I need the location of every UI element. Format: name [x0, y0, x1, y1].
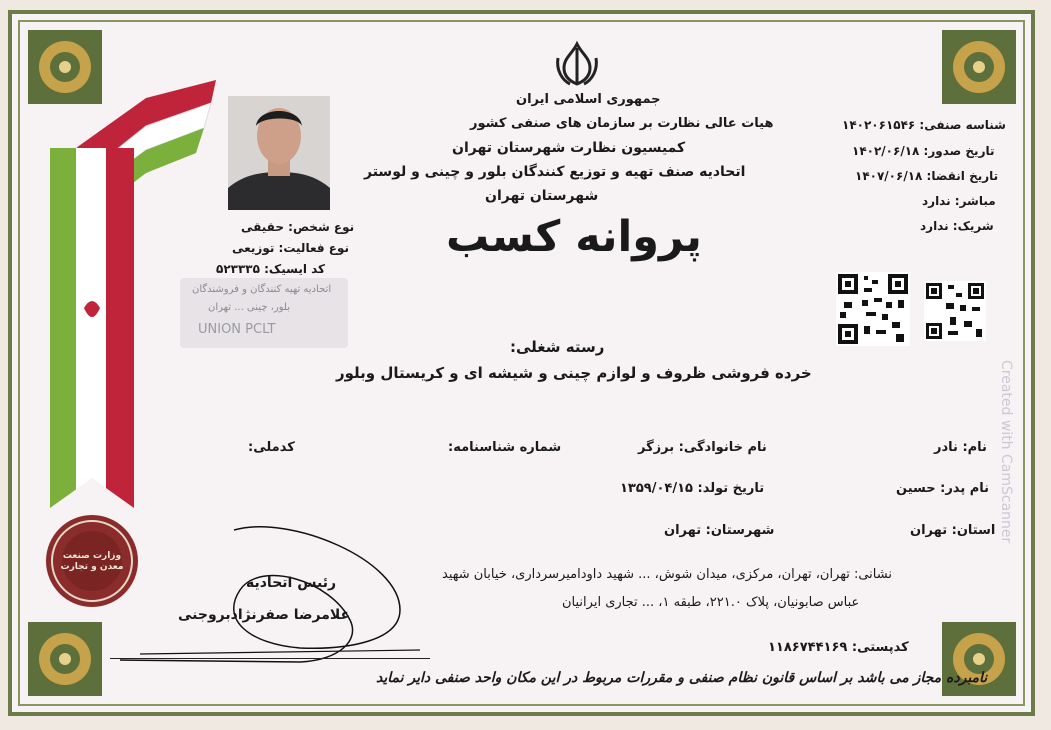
union-stamp	[180, 278, 348, 348]
occupation-value: خرده فروشی ظروف و لوازم چینی و شیشه ای و کریستال وبلور	[336, 364, 812, 382]
occupation-label: رسته شغلی:	[510, 338, 605, 356]
ornament-corner-top-right	[940, 28, 1018, 106]
qr-code-small-icon	[924, 281, 986, 345]
family-name: نام خانوادگی: برزگر	[638, 440, 767, 455]
republic-text: جمهوری اسلامی ایران	[516, 92, 661, 107]
id-number: شماره شناسنامه:	[448, 440, 562, 455]
signature-role: رئیس اتحادیه	[246, 575, 337, 591]
province: استان: تهران	[910, 523, 996, 538]
stamp-latin: UNION PCLT	[198, 322, 276, 337]
expiry-date: تاریخ انقضا: ۱۴۰۷/۰۶/۱۸	[855, 169, 999, 183]
county: شهرستان: تهران	[664, 523, 775, 538]
person-type: نوع شخص: حقیقی	[241, 220, 355, 234]
birth-date: تاریخ تولد: ۱۳۵۹/۰۴/۱۵	[620, 481, 765, 496]
partner-field: شریک: ندارد	[920, 219, 994, 233]
issue-date: تاریخ صدور: ۱۴۰۲/۰۶/۱۸	[852, 144, 995, 158]
ornament-corner-bottom-right	[940, 620, 1018, 698]
address-line2: عباس صابونیان، پلاک ۲۲۱.۰، طبقه ۱، ... تجاری ایرانیان	[562, 595, 860, 610]
stamp-line1: اتحادیه تهیه کنندگان و فروشندگان	[192, 284, 332, 295]
national-code: کدملی:	[248, 440, 295, 455]
footer-divider	[110, 658, 430, 659]
ornament-corner-bottom-left	[26, 620, 104, 698]
ministry-seal	[44, 513, 140, 613]
guild-id: شناسه صنفی: ۱۴۰۲۰۶۱۵۴۶	[842, 118, 1006, 132]
footer-text: نامبرده مجاز می باشد بر اساس قانون نظام صنفی و مقررات مربوط در این مکان واحد صنفی دایر نماید	[376, 670, 988, 686]
union-text: اتحادیه صنف تهیه و توزیع کنندگان بلور و چینی و لوستر	[364, 164, 746, 180]
applicant-photo	[228, 96, 330, 210]
qr-code-icon	[836, 272, 910, 350]
page-title: پروانه کسب	[446, 212, 702, 262]
camscanner-watermark: Created with CamScanner	[998, 360, 1014, 544]
seal-text: وزارت صنعت معدن و تجارت	[60, 551, 124, 572]
first-name: نام: نادر	[934, 440, 987, 455]
signature-name: غلامرضا صفرنژادبروجنی	[178, 607, 351, 623]
signature-scribble	[100, 520, 440, 684]
activity-type: نوع فعالیت: توزیعی	[232, 241, 349, 255]
city-text: شهرستان تهران	[485, 188, 599, 204]
postal-code: کدپستی: ۱۱۸۶۷۴۴۱۶۹	[768, 640, 909, 655]
iran-emblem-icon	[552, 40, 602, 90]
direct-field: مباشر: ندارد	[922, 194, 996, 208]
father-name: نام پدر: حسین	[896, 481, 990, 496]
address-line1: نشانی: تهران، تهران، مرکزی، میدان شوش، ... شهید داودامیرسرداری، خیابان شهید	[442, 567, 892, 582]
isic-code: کد ایسیک: ۵۲۳۳۳۵	[216, 262, 326, 276]
stamp-line2: بلور، چینی ... تهران	[208, 302, 290, 313]
commission-text: کمیسیون نظارت شهرستان تهران	[452, 140, 686, 156]
board-text: هیات عالی نظارت بر سازمان های صنفی کشور	[470, 116, 774, 131]
